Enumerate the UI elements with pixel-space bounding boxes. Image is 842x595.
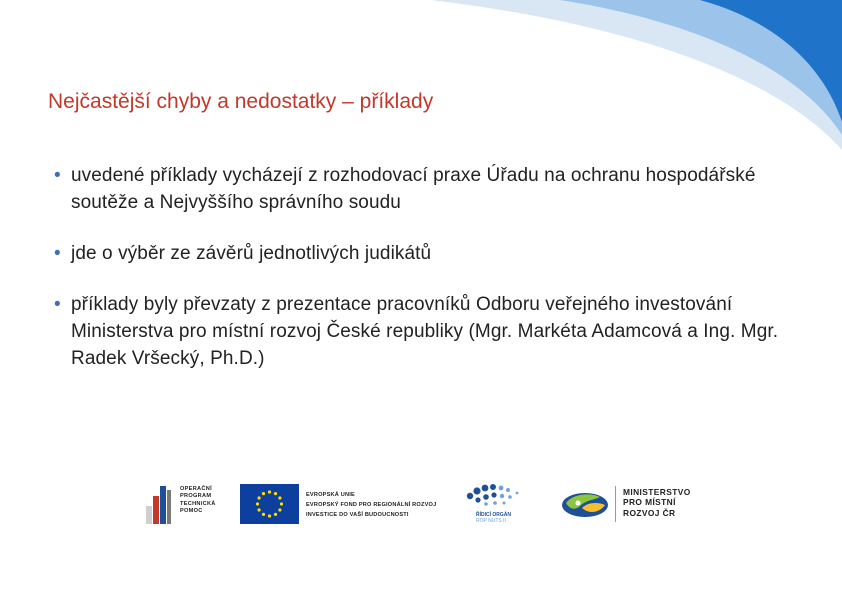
eu-flag-icon <box>240 484 299 524</box>
bullet-item <box>54 291 814 372</box>
eu-logo-line: EVROPSKÝ FOND PRO REGIONÁLNÍ ROZVOJ <box>306 502 437 508</box>
bullet-text: uvedené příklady vycházejí z rozhodovací praxe Úřadu na ochranu hospodářské soutěže a Nejvyššího správního soudu <box>71 165 756 213</box>
bullet-dot: • <box>54 243 61 264</box>
eu-logo-line: INVESTICE DO VAŠÍ BUDOUCNOSTI <box>306 512 409 518</box>
bullet-dot: • <box>54 165 61 186</box>
ministry-logo-divider <box>615 486 616 522</box>
mmr-logo-line: PRO MÍSTNÍ <box>623 497 676 508</box>
slide-title: Nejčastější chyby a nedostatky – příklady <box>48 90 434 113</box>
rb-logo-line: ROP NUTS II <box>476 518 506 524</box>
mmr-logo-line: MINISTERSTVO <box>623 487 691 497</box>
rb-logo-line: ŘÍDICÍ ORGÁN <box>476 512 511 518</box>
op-logo-line: TECHNICKÁ <box>180 500 216 507</box>
ministry-logo-icon <box>560 488 610 522</box>
op-logo-line: PROGRAM <box>180 493 212 500</box>
ministry-logo-text <box>623 487 691 518</box>
bullet-dot: • <box>54 294 61 315</box>
bullet-item <box>54 162 814 216</box>
eu-logo-line: EVROPSKÁ UNIE <box>306 492 355 498</box>
bullet-item <box>54 240 814 267</box>
bullet-text: příklady byly převzaty z prezentace pracovníků Odboru veřejného investování Ministerstva pro místní rozvoj České republiky (Mgr. Markéta Adamcová a Ing. Mgr. Radek Vršecký, Ph.D.) <box>71 294 779 369</box>
op-bars-logo-icon <box>146 486 174 524</box>
bullet-text: jde o výběr ze závěrů jednotlivých judikátů <box>71 243 432 264</box>
regional-board-logo-text <box>476 512 511 524</box>
op-logo-line: POMOC <box>180 508 203 515</box>
regional-board-logo-icon <box>462 482 522 514</box>
op-logo-line: OPERAČNÍ <box>180 486 212 492</box>
eu-logo-text <box>306 490 436 520</box>
bullet-list <box>54 162 814 396</box>
mmr-logo-line: ROZVOJ ČR <box>623 507 676 518</box>
op-logo-text <box>180 486 216 516</box>
